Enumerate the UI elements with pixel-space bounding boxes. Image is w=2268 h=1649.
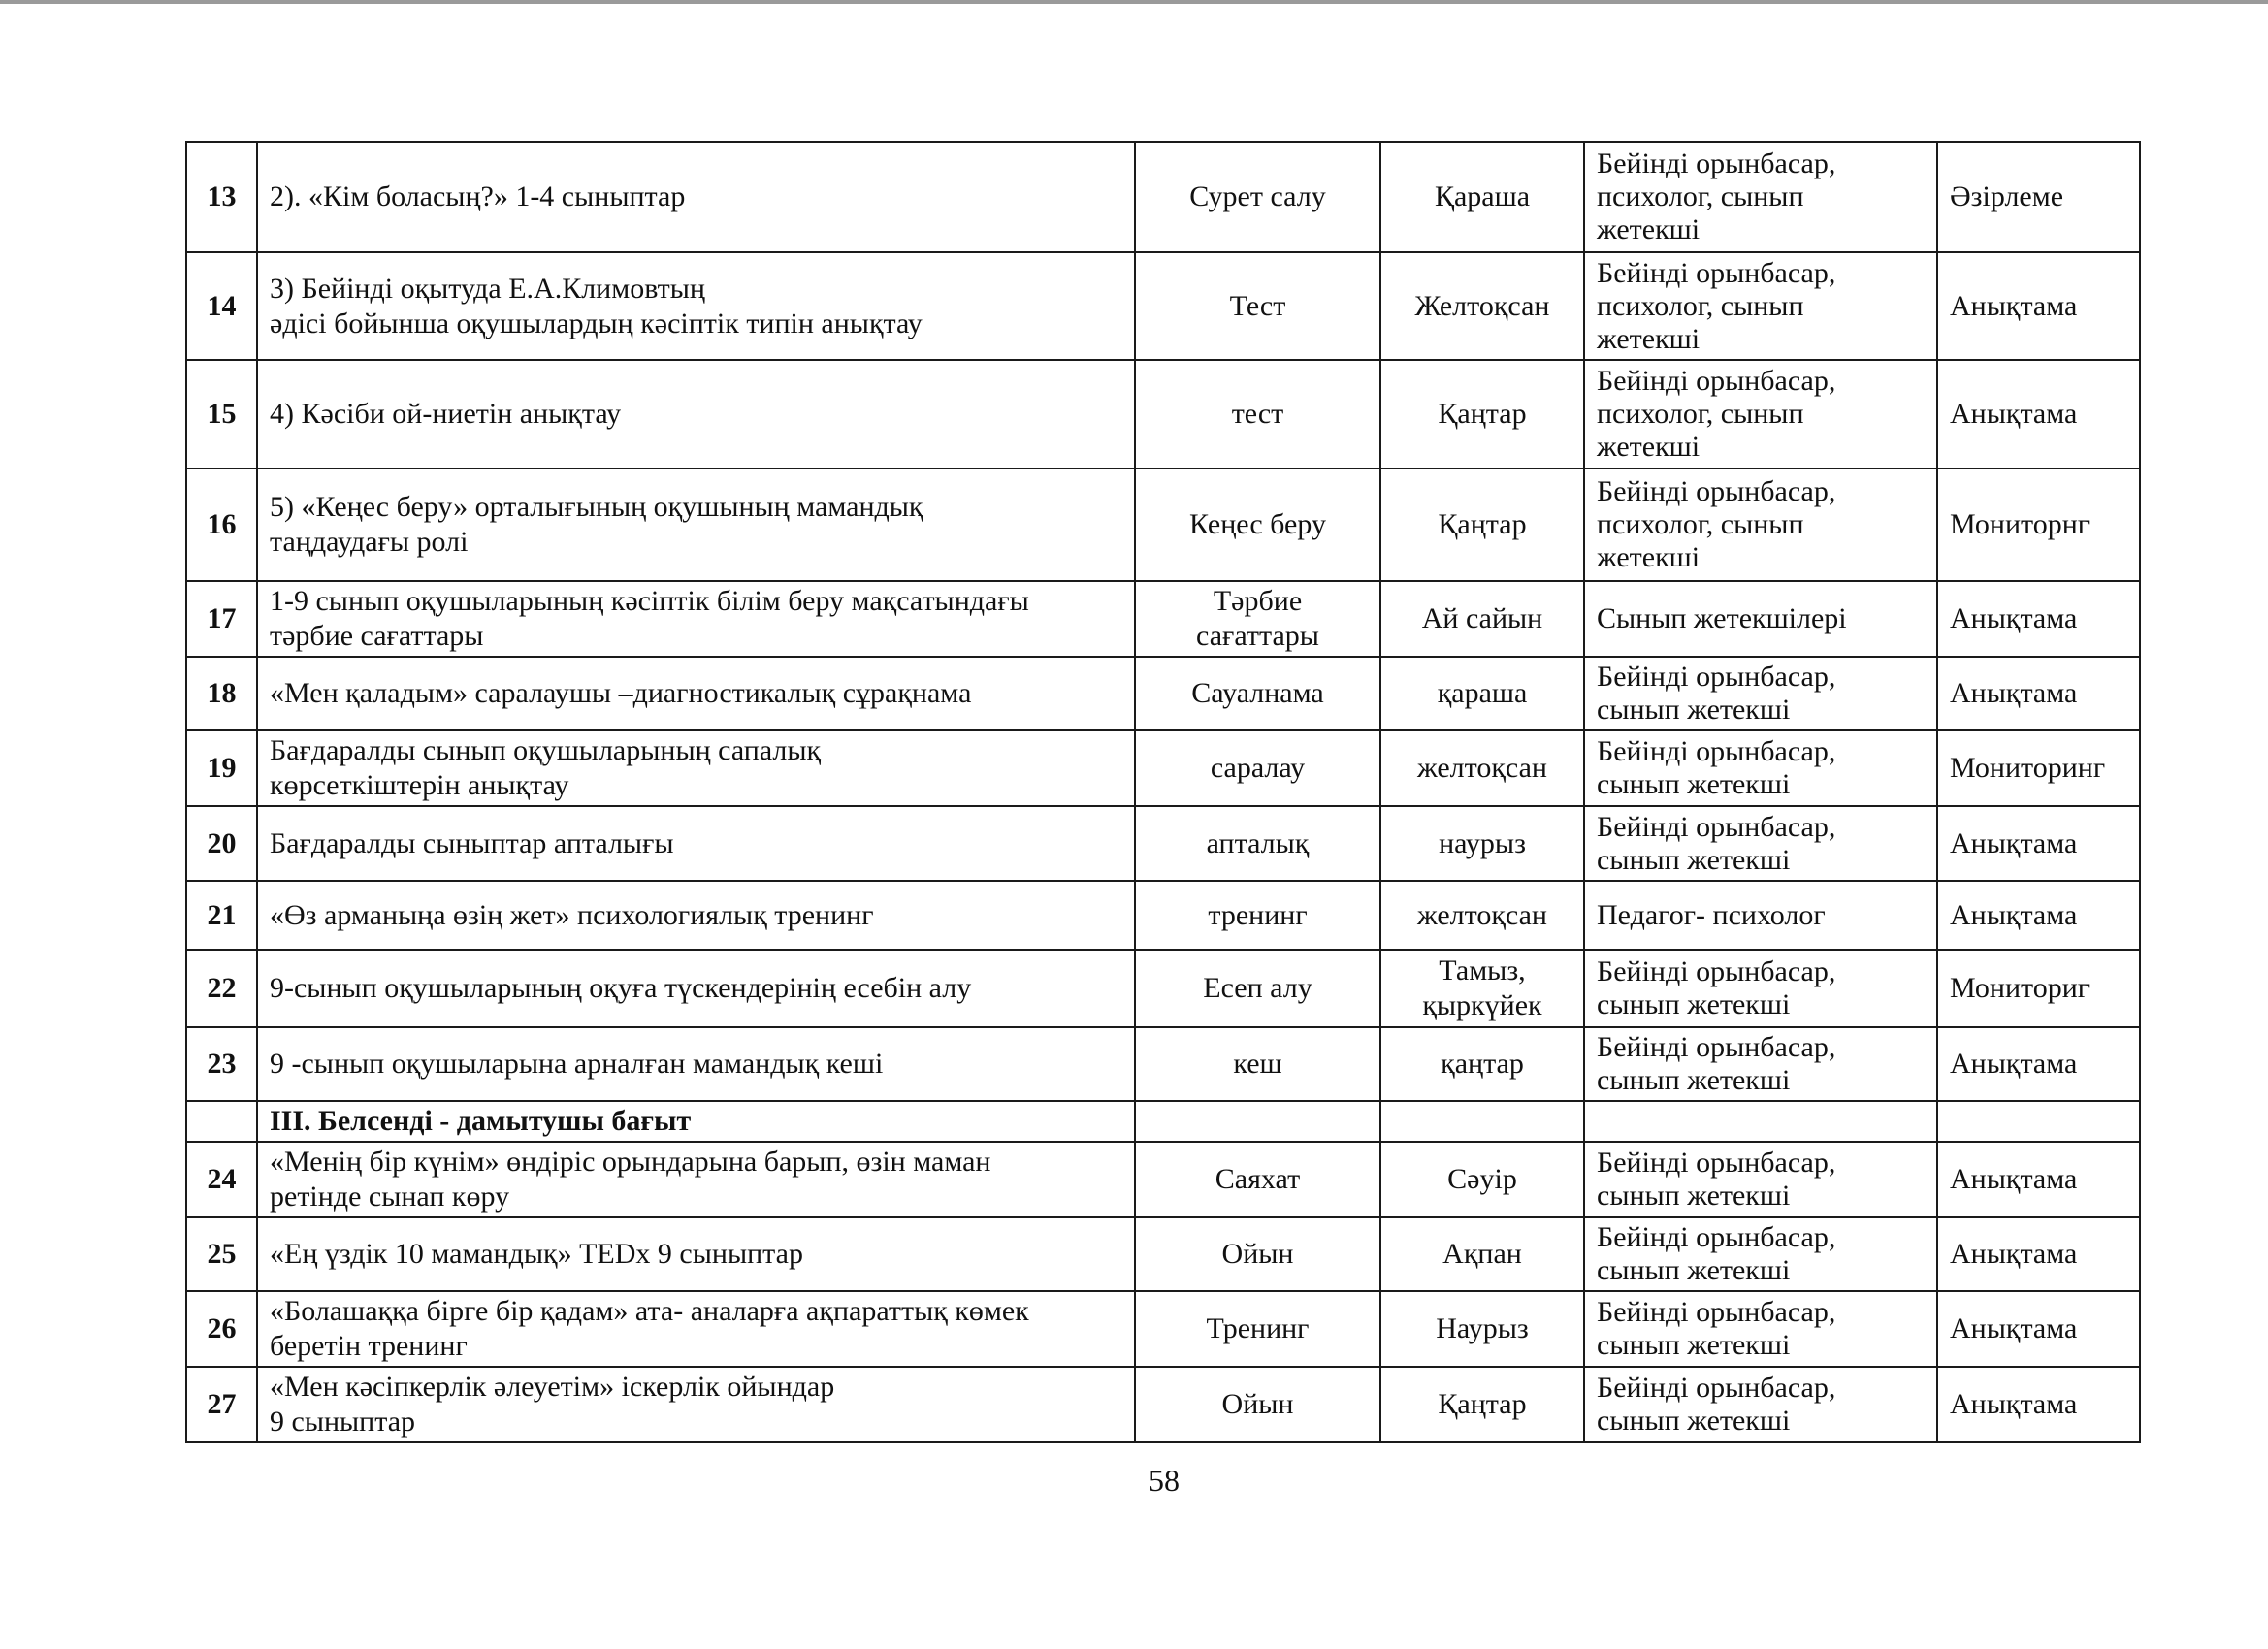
event-name-cell-line: 1-9 сынып оқушыларының кәсіптік білім беру мақсатындағы bbox=[270, 585, 1029, 617]
event-name-cell-line: көрсеткіштерін анықтау bbox=[270, 769, 569, 801]
form-cell-line: кеш bbox=[1233, 1048, 1282, 1080]
table-row bbox=[186, 1027, 2140, 1101]
responsible-cell-line: Бейінді орынбасар, bbox=[1597, 1221, 1836, 1253]
result-cell: Анықтама bbox=[1937, 360, 2140, 469]
form-cell bbox=[1135, 1101, 1380, 1142]
responsible-cell-line: Бейінді орынбасар, bbox=[1597, 1296, 1836, 1328]
term-cell bbox=[1380, 1367, 1584, 1442]
event-name-cell bbox=[257, 469, 1135, 581]
responsible-cell-line: жетекші bbox=[1597, 213, 1701, 245]
responsible-cell bbox=[1584, 142, 1937, 252]
responsible-cell bbox=[1584, 1291, 1937, 1367]
form-cell bbox=[1135, 469, 1380, 581]
responsible-cell bbox=[1584, 806, 1937, 881]
term-cell-line: Сәуір bbox=[1447, 1163, 1517, 1195]
responsible-cell-line: сынып жетекші bbox=[1597, 1405, 1791, 1437]
responsible-cell-line: сынып жетекші bbox=[1597, 1064, 1791, 1096]
table-row bbox=[186, 1367, 2140, 1442]
result-cell: Мониториг bbox=[1937, 950, 2140, 1027]
responsible-cell-line: сынып жетекші bbox=[1597, 1180, 1791, 1212]
form-cell-line: сағаттары bbox=[1196, 620, 1319, 652]
form-cell bbox=[1135, 1291, 1380, 1367]
form-cell-line: Сауалнама bbox=[1191, 677, 1324, 709]
event-name-cell bbox=[257, 950, 1135, 1027]
row-number-cell: 19 bbox=[186, 730, 257, 806]
event-name-cell-line: таңдаудағы ролі bbox=[270, 526, 469, 558]
event-name-cell-line: ретінде сынап көру bbox=[270, 1180, 510, 1212]
responsible-cell-line: Бейінді орынбасар, bbox=[1597, 365, 1836, 397]
row-number-cell: 14 bbox=[186, 252, 257, 360]
responsible-cell bbox=[1584, 1142, 1937, 1217]
event-name-cell-line: Бағдаралды сынып оқушыларының сапалық bbox=[270, 734, 822, 766]
form-cell bbox=[1135, 1142, 1380, 1217]
form-cell bbox=[1135, 252, 1380, 360]
event-name-cell-line: беретін тренинг bbox=[270, 1330, 468, 1362]
result-cell: Анықтама bbox=[1937, 657, 2140, 730]
term-cell-line: Тамыз, bbox=[1439, 954, 1526, 986]
event-name-cell-line: «Ең үздік 10 мамандық» TEDx 9 сыныптар bbox=[270, 1238, 803, 1270]
event-name-cell-line: тәрбие сағаттары bbox=[270, 620, 484, 652]
term-cell-line: Желтоқсан bbox=[1414, 289, 1550, 322]
term-cell bbox=[1380, 1101, 1584, 1142]
form-cell-line: Сурет салу bbox=[1189, 180, 1326, 212]
event-name-cell bbox=[257, 252, 1135, 360]
table-row bbox=[186, 252, 2140, 360]
term-cell bbox=[1380, 581, 1584, 657]
event-name-cell bbox=[257, 1291, 1135, 1367]
form-cell-line: Есеп алу bbox=[1203, 972, 1312, 1004]
term-cell-line: Қаңтар bbox=[1438, 398, 1527, 430]
responsible-cell-line: психолог, сынып bbox=[1597, 398, 1804, 430]
term-cell bbox=[1380, 1291, 1584, 1367]
responsible-cell-line: Бейінді орынбасар, bbox=[1597, 955, 1836, 987]
row-number-cell: 16 bbox=[186, 469, 257, 581]
form-cell bbox=[1135, 1027, 1380, 1101]
responsible-cell bbox=[1584, 1217, 1937, 1291]
term-cell bbox=[1380, 806, 1584, 881]
result-cell: Анықтама bbox=[1937, 252, 2140, 360]
responsible-cell-line: сынып жетекші bbox=[1597, 988, 1791, 1020]
term-cell-line: қараша bbox=[1437, 677, 1528, 709]
event-name-cell bbox=[257, 881, 1135, 950]
row-number-cell bbox=[186, 1101, 257, 1142]
event-name-cell-line: 9 сыныптар bbox=[270, 1406, 416, 1438]
form-cell bbox=[1135, 142, 1380, 252]
responsible-cell-line: Бейінді орынбасар, bbox=[1597, 256, 1836, 289]
table-row bbox=[186, 730, 2140, 806]
table-row bbox=[186, 142, 2140, 252]
table-row bbox=[186, 1217, 2140, 1291]
responsible-cell-line: сынып жетекші bbox=[1597, 1329, 1791, 1361]
event-name-cell-line: «Менің бір күнім» өндіріс орындарына барып, өзін маман bbox=[270, 1146, 991, 1178]
form-cell-line: Ойын bbox=[1221, 1388, 1294, 1420]
event-name-cell bbox=[257, 1142, 1135, 1217]
event-name-cell-line: 3) Бейінді оқытуда Е.А.Климовтың bbox=[270, 272, 705, 305]
event-name-cell-line: Бағдаралды сыныптар апталығы bbox=[270, 826, 674, 859]
event-name-cell-line: 5) «Кеңес беру» орталығының оқушының мамандық bbox=[270, 491, 923, 523]
event-name-cell bbox=[257, 1367, 1135, 1442]
responsible-cell-line: сынып жетекші bbox=[1597, 694, 1791, 726]
responsible-cell-line: Бейінді орынбасар, bbox=[1597, 735, 1836, 767]
form-cell-line: Тест bbox=[1229, 289, 1286, 322]
responsible-cell bbox=[1584, 1101, 1937, 1142]
scan-top-edge bbox=[0, 0, 2268, 4]
responsible-cell bbox=[1584, 1027, 1937, 1101]
event-name-cell bbox=[257, 1027, 1135, 1101]
term-cell-line: Ай сайын bbox=[1421, 602, 1543, 634]
responsible-cell-line: жетекші bbox=[1597, 541, 1701, 573]
term-cell-line: Қаңтар bbox=[1438, 1388, 1527, 1420]
term-cell bbox=[1380, 1027, 1584, 1101]
form-cell bbox=[1135, 657, 1380, 730]
row-number-cell: 25 bbox=[186, 1217, 257, 1291]
row-number-cell: 21 bbox=[186, 881, 257, 950]
responsible-cell-line: психолог, сынып bbox=[1597, 180, 1804, 212]
event-name-cell bbox=[257, 142, 1135, 252]
responsible-cell bbox=[1584, 950, 1937, 1027]
term-cell bbox=[1380, 881, 1584, 950]
event-name-cell-line: ІІІ. Белсенді - дамытушы бағыт bbox=[270, 1105, 692, 1137]
term-cell-line: қыркүйек bbox=[1422, 989, 1542, 1021]
event-name-cell-line: «Мен қаладым» саралаушы –диагностикалық сұрақнама bbox=[270, 677, 972, 709]
term-cell-line: Ақпан bbox=[1442, 1238, 1522, 1270]
responsible-cell bbox=[1584, 730, 1937, 806]
event-name-cell bbox=[257, 581, 1135, 657]
term-cell bbox=[1380, 252, 1584, 360]
table-row bbox=[186, 950, 2140, 1027]
form-cell bbox=[1135, 950, 1380, 1027]
term-cell bbox=[1380, 730, 1584, 806]
responsible-cell bbox=[1584, 1367, 1937, 1442]
event-name-cell bbox=[257, 730, 1135, 806]
term-cell bbox=[1380, 657, 1584, 730]
event-name-cell-line: 9 -сынып оқушыларына арналған мамандық кеші bbox=[270, 1048, 884, 1080]
responsible-cell bbox=[1584, 360, 1937, 469]
row-number-cell: 15 bbox=[186, 360, 257, 469]
event-name-cell-line: 9-сынып оқушыларының оқуға түскендерінің есебін алу bbox=[270, 972, 972, 1004]
form-cell-line: Тренинг bbox=[1206, 1312, 1310, 1344]
responsible-cell bbox=[1584, 581, 1937, 657]
table-row bbox=[186, 1291, 2140, 1367]
responsible-cell-line: психолог, сынып bbox=[1597, 508, 1804, 540]
form-cell-line: тест bbox=[1231, 398, 1284, 430]
plan-table bbox=[185, 141, 2141, 1443]
row-number-cell: 24 bbox=[186, 1142, 257, 1217]
responsible-cell-line: сынып жетекші bbox=[1597, 768, 1791, 800]
row-number-cell: 22 bbox=[186, 950, 257, 1027]
table-row bbox=[186, 581, 2140, 657]
responsible-cell bbox=[1584, 469, 1937, 581]
row-number-cell: 26 bbox=[186, 1291, 257, 1367]
form-cell-line: Тәрбие bbox=[1213, 585, 1303, 617]
form-cell bbox=[1135, 806, 1380, 881]
event-name-cell-line: 4) Кәсіби ой-ниетін анықтау bbox=[270, 398, 622, 430]
event-name-cell bbox=[257, 360, 1135, 469]
form-cell bbox=[1135, 360, 1380, 469]
form-cell bbox=[1135, 881, 1380, 950]
row-number-cell: 23 bbox=[186, 1027, 257, 1101]
responsible-cell-line: Бейінді орынбасар, bbox=[1597, 1147, 1836, 1179]
term-cell bbox=[1380, 360, 1584, 469]
form-cell-line: апталық bbox=[1206, 826, 1310, 859]
event-name-cell-line: «Болашаққа бірге бір қадам» ата- аналарға ақпараттық көмек bbox=[270, 1295, 1029, 1327]
responsible-cell-line: жетекші bbox=[1597, 322, 1701, 355]
responsible-cell-line: Бейінді орынбасар, bbox=[1597, 661, 1836, 693]
result-cell: Мониторинг bbox=[1937, 730, 2140, 806]
responsible-cell-line: Бейінді орынбасар, bbox=[1597, 1031, 1836, 1063]
result-cell: Әзірлеме bbox=[1937, 142, 2140, 252]
result-cell: Анықтама bbox=[1937, 1217, 2140, 1291]
table-row bbox=[186, 469, 2140, 581]
row-number-cell: 20 bbox=[186, 806, 257, 881]
responsible-cell-line: Педагог- психолог bbox=[1597, 898, 1826, 931]
result-cell: Анықтама bbox=[1937, 881, 2140, 950]
result-cell bbox=[1937, 1101, 2140, 1142]
page-number: 58 bbox=[1149, 1463, 1180, 1498]
event-name-cell-line: 2). «Кім боласың?» 1-4 сыныптар bbox=[270, 180, 686, 212]
event-name-cell-line: әдісі бойынша оқушылардың кәсіптік типін анықтау bbox=[270, 307, 923, 340]
event-name-cell bbox=[257, 657, 1135, 730]
table-row bbox=[186, 881, 2140, 950]
form-cell bbox=[1135, 1217, 1380, 1291]
plan-table-body bbox=[186, 142, 2140, 1442]
form-cell-line: Ойын bbox=[1221, 1238, 1294, 1270]
result-cell: Анықтама bbox=[1937, 1291, 2140, 1367]
form-cell-line: саралау bbox=[1210, 752, 1306, 784]
responsible-cell-line: жетекші bbox=[1597, 431, 1701, 463]
result-cell: Анықтама bbox=[1937, 806, 2140, 881]
event-name-cell-line: «Өз арманыңа өзің жет» психологиялық тренинг bbox=[270, 898, 874, 931]
form-cell-line: Кеңес беру bbox=[1189, 508, 1326, 540]
responsible-cell-line: Бейінді орынбасар, bbox=[1597, 147, 1836, 179]
term-cell-line: Қаңтар bbox=[1438, 508, 1527, 540]
result-cell: Анықтама bbox=[1937, 1367, 2140, 1442]
section-header-row bbox=[186, 1101, 2140, 1142]
responsible-cell-line: Сынып жетекшілері bbox=[1597, 602, 1847, 634]
responsible-cell-line: Бейінді орынбасар, bbox=[1597, 1372, 1836, 1404]
row-number-cell: 18 bbox=[186, 657, 257, 730]
table-row bbox=[186, 657, 2140, 730]
form-cell bbox=[1135, 730, 1380, 806]
term-cell-line: желтоқсан bbox=[1417, 898, 1547, 931]
event-name-cell bbox=[257, 806, 1135, 881]
responsible-cell-line: сынып жетекші bbox=[1597, 1254, 1791, 1286]
responsible-cell bbox=[1584, 881, 1937, 950]
responsible-cell-line: сынып жетекші bbox=[1597, 843, 1791, 876]
result-cell: Анықтама bbox=[1937, 1027, 2140, 1101]
result-cell: Мониторнг bbox=[1937, 469, 2140, 581]
term-cell-line: желтоқсан bbox=[1417, 752, 1547, 784]
responsible-cell-line: психолог, сынып bbox=[1597, 289, 1804, 322]
term-cell-line: наурыз bbox=[1439, 826, 1526, 859]
responsible-cell-line: Бейінді орынбасар, bbox=[1597, 810, 1836, 843]
term-cell-line: қаңтар bbox=[1441, 1048, 1524, 1080]
table-row bbox=[186, 806, 2140, 881]
term-cell-line: Қараша bbox=[1434, 180, 1531, 212]
result-cell: Анықтама bbox=[1937, 1142, 2140, 1217]
event-name-cell-line: «Мен кәсіпкерлік әлеуетім» іскерлік ойындар bbox=[270, 1371, 835, 1403]
term-cell-line: Наурыз bbox=[1436, 1312, 1529, 1344]
table-row bbox=[186, 360, 2140, 469]
row-number-cell: 13 bbox=[186, 142, 257, 252]
event-name-cell bbox=[257, 1217, 1135, 1291]
responsible-cell-line: Бейінді орынбасар, bbox=[1597, 475, 1836, 507]
event-name-cell bbox=[257, 1101, 1135, 1142]
form-cell-line: тренинг bbox=[1208, 898, 1308, 931]
form-cell-line: Саяхат bbox=[1215, 1163, 1301, 1195]
responsible-cell bbox=[1584, 252, 1937, 360]
table-row bbox=[186, 1142, 2140, 1217]
form-cell bbox=[1135, 1367, 1380, 1442]
result-cell: Анықтама bbox=[1937, 581, 2140, 657]
row-number-cell: 17 bbox=[186, 581, 257, 657]
term-cell bbox=[1380, 469, 1584, 581]
responsible-cell bbox=[1584, 657, 1937, 730]
term-cell bbox=[1380, 142, 1584, 252]
term-cell bbox=[1380, 1142, 1584, 1217]
term-cell bbox=[1380, 950, 1584, 1027]
term-cell bbox=[1380, 1217, 1584, 1291]
row-number-cell: 27 bbox=[186, 1367, 257, 1442]
form-cell bbox=[1135, 581, 1380, 657]
